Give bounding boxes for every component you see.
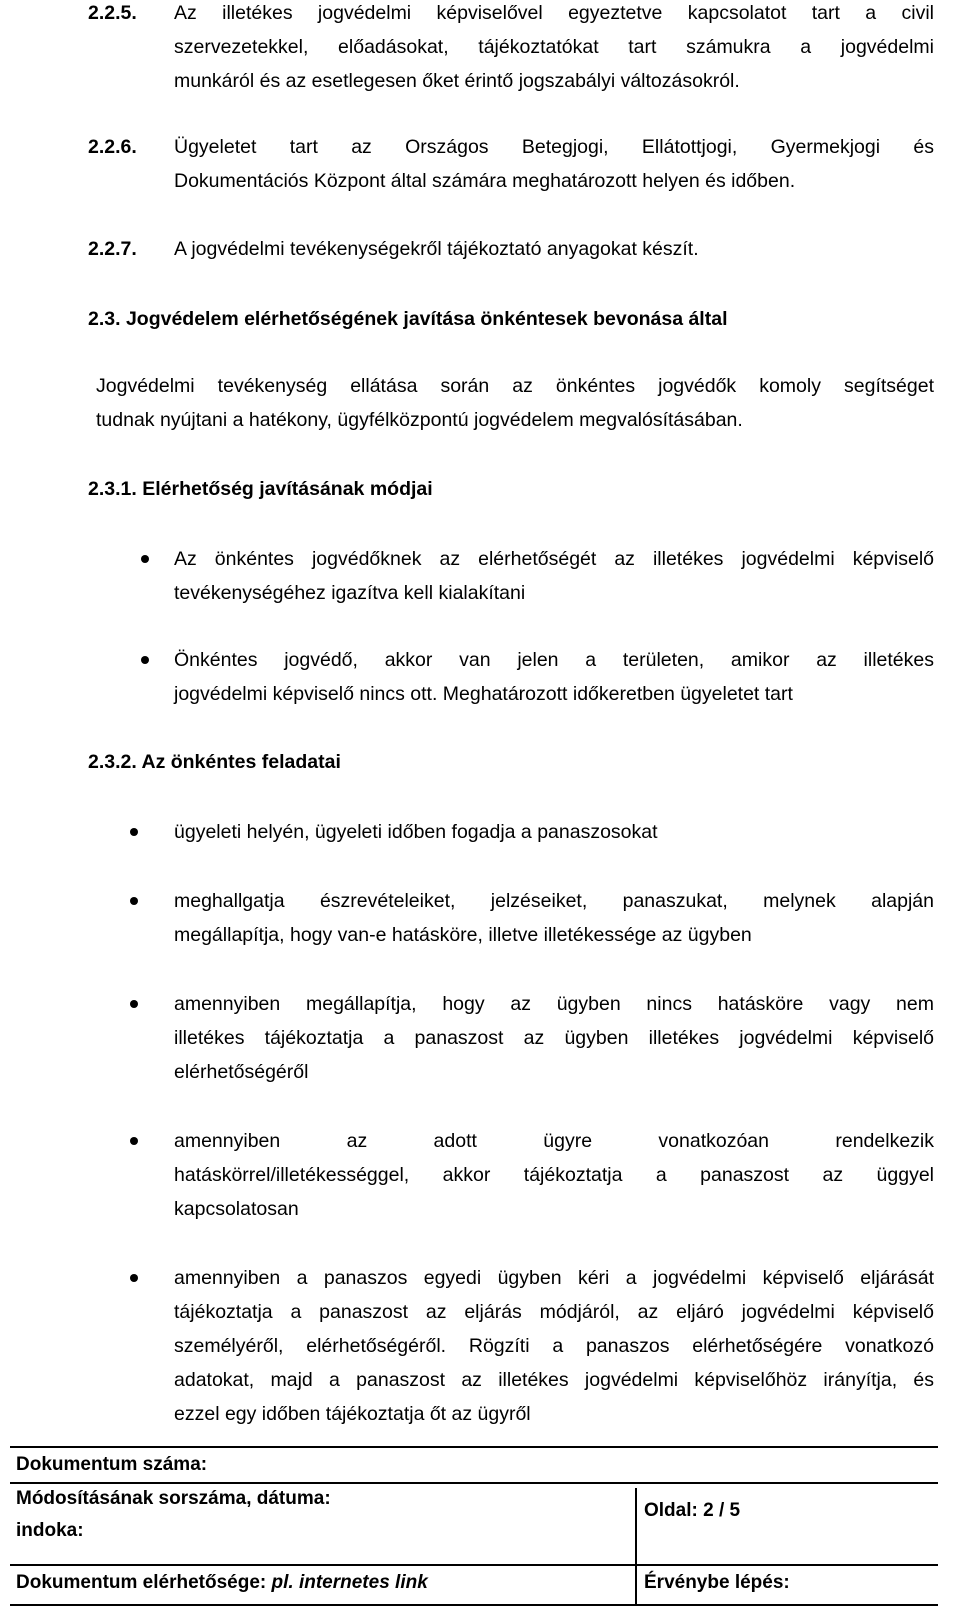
section-number-2-2-7: 2.2.7.	[88, 238, 137, 260]
bullet-dot	[130, 1137, 138, 1145]
text-line: Az illetékes jogvédelmi képviselővel egyeztetve kapcsolatot tart a civil	[174, 2, 934, 24]
availability-label: Dokumentum elérhetősége:	[16, 1572, 267, 1593]
bullet-dot	[141, 555, 149, 563]
bullet-dot	[130, 897, 138, 905]
section-2-3-heading: 2.3. Jogvédelem elérhetőségének javítása önkéntesek bevonása által	[88, 308, 728, 330]
text-line: illetékes tájékoztatja a panaszost az ügyben illetékes jogvédelmi képviselő	[174, 1027, 934, 1049]
availability-row	[16, 1568, 428, 1598]
list-item	[174, 815, 934, 849]
section-2-2-6-text	[174, 130, 934, 198]
text-line: Jogvédelmi tevékenység ellátása során az önkéntes jogvédők komoly segítséget	[96, 375, 934, 397]
list-item	[174, 1124, 934, 1226]
text-line: személyéről, elérhetőségéről. Rögzíti a panaszos elérhetőségére vonatkozó	[174, 1335, 934, 1357]
section-2-3-text	[96, 369, 934, 437]
text-line: ezzel egy időben tájékoztatja őt az ügyről	[174, 1403, 531, 1425]
text-line: elérhetőségéről	[174, 1061, 309, 1083]
text-line: szervezetekkel, előadásokat, tájékoztatókat tart számukra a jogvédelmi	[174, 36, 934, 58]
list-item	[174, 542, 934, 610]
text-line: Az önkéntes jogvédőknek az elérhetőségét az illetékes jogvédelmi képviselő	[174, 548, 934, 570]
text-line: hatáskörrel/illetékességgel, akkor tájékoztatja a panaszost az üggyel	[174, 1164, 934, 1186]
section-2-2-7-text: A jogvédelmi tevékenységekről tájékoztató anyagokat készít.	[174, 238, 699, 260]
section-number-2-2-6: 2.2.6.	[88, 136, 137, 158]
page-number: Oldal: 2 / 5	[644, 1500, 741, 1521]
text-line: amennyiben megállapítja, hogy az ügyben nincs hatásköre vagy nem	[174, 993, 934, 1015]
section-2-3-1-heading: 2.3.1. Elérhetőség javításának módjai	[88, 478, 433, 500]
text-line: Dokumentációs Központ által számára meghatározott helyen és időben.	[174, 170, 796, 192]
divider	[10, 1564, 938, 1566]
modification-label: Módosításának sorszáma, dátuma:	[16, 1488, 331, 1509]
bullet-dot	[130, 1000, 138, 1008]
reason-label: indoka:	[16, 1520, 84, 1541]
bullet-dot	[130, 828, 138, 836]
text-line: Önkéntes jogvédő, akkor van jelen a területen, amikor az illetékes	[174, 649, 934, 671]
list-item	[174, 987, 934, 1089]
effective-date-label: Érvénybe lépés:	[644, 1572, 790, 1593]
availability-value: pl. internetes link	[271, 1572, 428, 1593]
bullet-dot	[141, 656, 149, 664]
text-line: amennyiben a panaszos egyedi ügyben kéri a jogvédelmi képviselő eljárását	[174, 1267, 934, 1289]
text-line: tevékenységéhez igazítva kell kialakítani	[174, 582, 526, 604]
doc-number-label: Dokumentum száma:	[16, 1454, 208, 1475]
divider	[635, 1488, 637, 1604]
text-line: kapcsolatosan	[174, 1198, 299, 1220]
text-line: Ügyeletet tart az Országos Betegjogi, Ellátottjogi, Gyermekjogi és	[174, 136, 934, 158]
section-number-2-2-5: 2.2.5.	[88, 2, 137, 24]
text-line: tudnak nyújtani a hatékony, ügyfélközpontú jogvédelem megvalósításában.	[96, 409, 743, 431]
list-item	[174, 643, 934, 711]
text-line: amennyiben az adott ügyre vonatkozóan rendelkezik	[174, 1130, 934, 1152]
text-line: munkáról és az esetlegesen őket érintő jogszabályi változásokról.	[174, 70, 740, 92]
section-2-3-2-heading: 2.3.2. Az önkéntes feladatai	[88, 751, 341, 773]
bullet-dot	[130, 1274, 138, 1282]
list-item	[174, 884, 934, 952]
text-line: ügyeleti helyén, ügyeleti időben fogadja a panaszosokat	[174, 821, 658, 843]
text-line: jogvédelmi képviselő nincs ott. Meghatározott időkeretben ügyeletet tart	[174, 683, 793, 705]
text-line: megállapítja, hogy van-e hatásköre, illetve illetékessége az ügyben	[174, 924, 752, 946]
document-footer-table	[10, 1446, 938, 1606]
section-2-2-5-text	[174, 0, 934, 98]
text-line: adatokat, majd a panaszost az illetékes jogvédelmi képviselőhöz irányítja, és	[174, 1369, 934, 1391]
text-line: meghallgatja észrevételeiket, jelzéseiket, panaszukat, melynek alapján	[174, 890, 934, 912]
text-line: tájékoztatja a panaszost az eljárás módjáról, az eljáró jogvédelmi képviselő	[174, 1301, 934, 1323]
list-item	[174, 1261, 934, 1431]
